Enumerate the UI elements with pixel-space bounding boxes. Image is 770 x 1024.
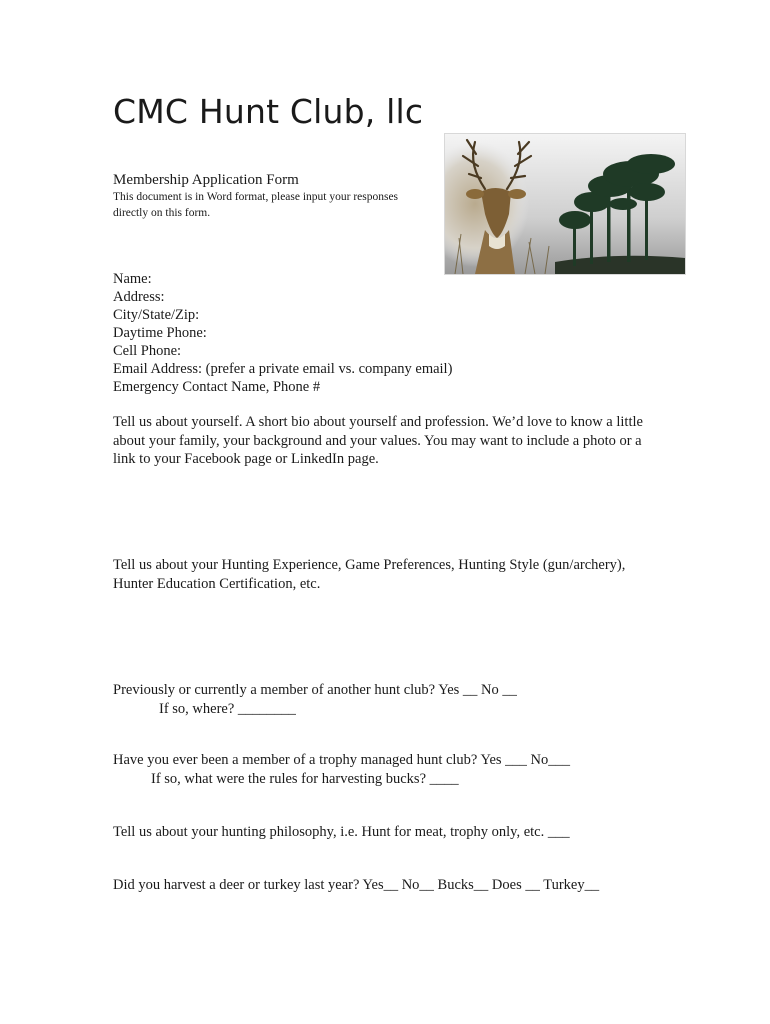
- trophy-club-followup: If so, what were the rules for harvesting bucks? ____: [151, 771, 459, 787]
- city-state-zip-field-label: City/State/Zip:: [113, 307, 200, 323]
- form-name: Membership Application Form: [113, 172, 299, 188]
- daytime-phone-field-label: Daytime Phone:: [113, 325, 207, 341]
- cell-phone-field-label: Cell Phone:: [113, 343, 182, 359]
- trophy-club-question: [113, 751, 570, 789]
- philosophy-question: Tell us about your hunting philosophy, i.e. Hunt for meat, trophy only, etc. ___: [113, 824, 570, 840]
- club-member-question: [113, 681, 517, 719]
- contact-fields: [113, 270, 452, 396]
- club-member-question-text: Previously or currently a member of another hunt club? Yes __ No __: [113, 682, 517, 698]
- club-member-followup: If so, where? ________: [159, 701, 296, 717]
- experience-prompt: Tell us about your Hunting Experience, Game Preferences, Hunting Style (gun/archery), Hunter Education Certification, etc.: [113, 557, 626, 592]
- trophy-club-question-text: Have you ever been a member of a trophy managed hunt club? Yes ___ No___: [113, 752, 571, 768]
- email-field-label: Email Address: (prefer a private email vs. company email): [113, 361, 453, 377]
- form-instructions: This document is in Word format, please input your responses directly on this form.: [113, 191, 399, 219]
- harvest-question: Did you harvest a deer or turkey last year? Yes__ No__ Bucks__ Does __ Turkey__: [113, 877, 600, 893]
- club-title: CMC Hunt Club, llc: [113, 92, 424, 131]
- address-field-label: Address:: [113, 289, 165, 305]
- deer-and-trees-photo-icon: [444, 133, 686, 275]
- bio-prompt: Tell us about yourself. A short bio about yourself and profession. We’d love to know a little about your family, your background and your values. You may want to include a photo or a link to your Facebook page or LinkedIn page.: [113, 414, 643, 467]
- emergency-contact-field-label: Emergency Contact Name, Phone #: [113, 379, 321, 395]
- name-field-label: Name:: [113, 271, 152, 287]
